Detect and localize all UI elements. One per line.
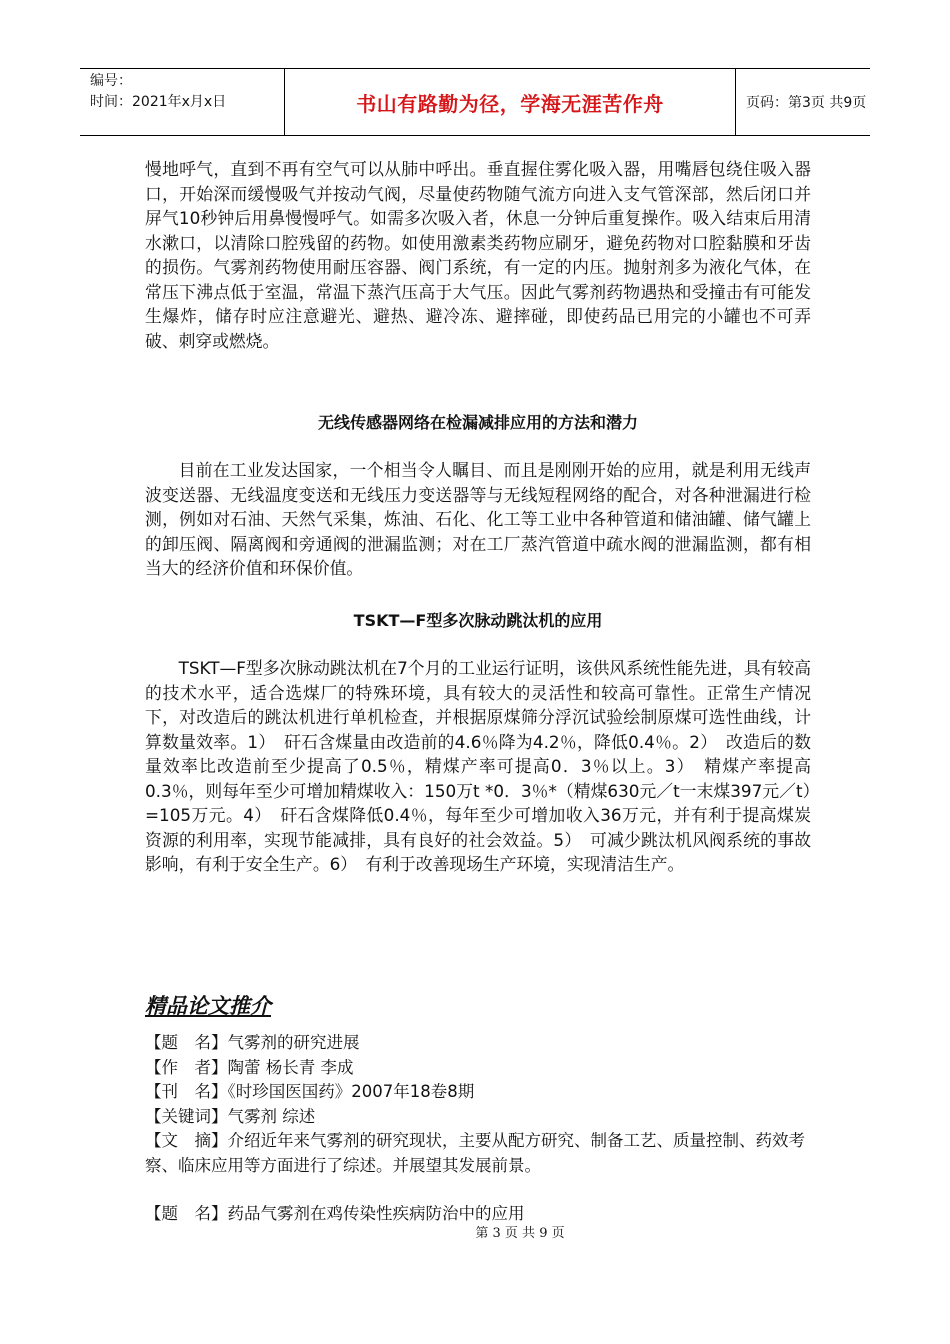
section-heading: 无线传感器网络在检漏减排应用的方法和潜力: [317, 413, 638, 432]
body-paragraph: TSKT—F型多次脉动跳汰机在7个月的工业运行证明，该供风系统性能先进，具有较高的技术水平，适合选煤厂的特殊环境，具有较大的灵活性和较高可靠性。正常生产情况下，对改造后的跳汰机进行单机检查，并根据原煤筛分浮沉试验绘制原煤可选性曲线，计算数量效率。1） 矸石含煤量由改造前的4.6％降为4.2％，降低0.4％。2） 改造后的数量效率比改造前至少提高了0.5％，精煤产率可提高0．3％以上。3） 精煤产率提高0.3％，则每年至少可增加精煤收入：150万t *0．3％*（精煤630元／t一末煤397元／t）=105万元。4） 矸石含煤降低0.4％，每年至少可增加收入36万元，并有利于提高煤炭资源的利用率，实现节能减排，具有良好的社会效益。5） 可减少跳汰机风阀系统的事故影响，有利于安全生产。6） 有利于改善现场生产环境，实现清洁生产。: [145, 658, 811, 874]
recommend-entry: 【文 摘】介绍近年来气雾剂的研究现状，主要从配方研究、制备工艺、质量控制、药效考察、临床应用等方面进行了综述。并展望其发展前景。: [145, 1131, 805, 1175]
recommend-title: 精品论文推介: [145, 994, 271, 1018]
header-number: 编号：: [90, 73, 132, 89]
recommend-list: [145, 1031, 811, 1227]
recommend-entry: 【题 名】气雾剂的研究进展: [145, 1033, 360, 1052]
footer-page-number: 第 3 页 共 9 页: [475, 1226, 565, 1241]
header-date: 时间：2021年x月x日: [90, 94, 227, 110]
section-heading: TSKT—F型多次脉动跳汰机的应用: [353, 611, 603, 630]
body-paragraph: 慢地呼气，直到不再有空气可以从肺中呼出。垂直握住雾化吸入器，用嘴唇包绕住吸入器口，开始深而缓慢吸气并按动气阀，尽量使药物随气流方向进入支气管深部，然后闭口并屏气10秒钟后用鼻慢慢呼气。如需多次吸入者，休息一分钟后重复操作。吸入结束后用清水漱口，以清除口腔残留的药物。如使用激素类药物应刷牙，避免药物对口腔黏膜和牙齿的损伤。气雾剂药物使用耐压容器、阀门系统，有一定的内压。抛射剂多为液化气体，在常压下沸点低于室温，常温下蒸汽压高于大气压。因此气雾剂药物遇热和受撞击有可能发生爆炸，储存时应注意避光、避热、避冷冻、避摔碰，即使药品已用完的小罐也不可弄破、刺穿或燃烧。: [145, 159, 811, 351]
spacer: [145, 1178, 811, 1202]
recommend-entry: 【作 者】陶蕾 杨长青 李成: [145, 1057, 354, 1077]
recommend-entry: 【关键词】气雾剂 综述: [145, 1106, 316, 1126]
header-meta: [80, 69, 284, 135]
recommend-entry: 【题 名】药品气雾剂在鸡传染性疾病防治中的应用: [145, 1204, 525, 1223]
body-paragraph: 目前在工业发达国家，一个相当令人瞩目、而且是刚刚开始的应用，就是利用无线声波变送器、无线温度变送和无线压力变送器等与无线短程网络的配合，对各种泄漏进行检测，例如对石油、天然气采集，炼油、石化、化工等工业中各种管道和储油罐、储气罐上的卸压阀、隔离阀和旁通阀的泄漏监测；对在工厂蒸汽管道中疏水阀的泄漏监测，都有相当大的经济价值和环保价值。: [145, 460, 811, 578]
page-footer: [0, 1222, 950, 1241]
page-header: [80, 68, 870, 136]
header-page-number: 页码：第3页 共9页: [746, 95, 867, 111]
header-motto: 书山有路勤为径，学海无涯苦作舟: [284, 69, 736, 135]
recommend-entry: 【刊 名】《时珍国医国药》2007年18卷8期: [145, 1082, 475, 1101]
